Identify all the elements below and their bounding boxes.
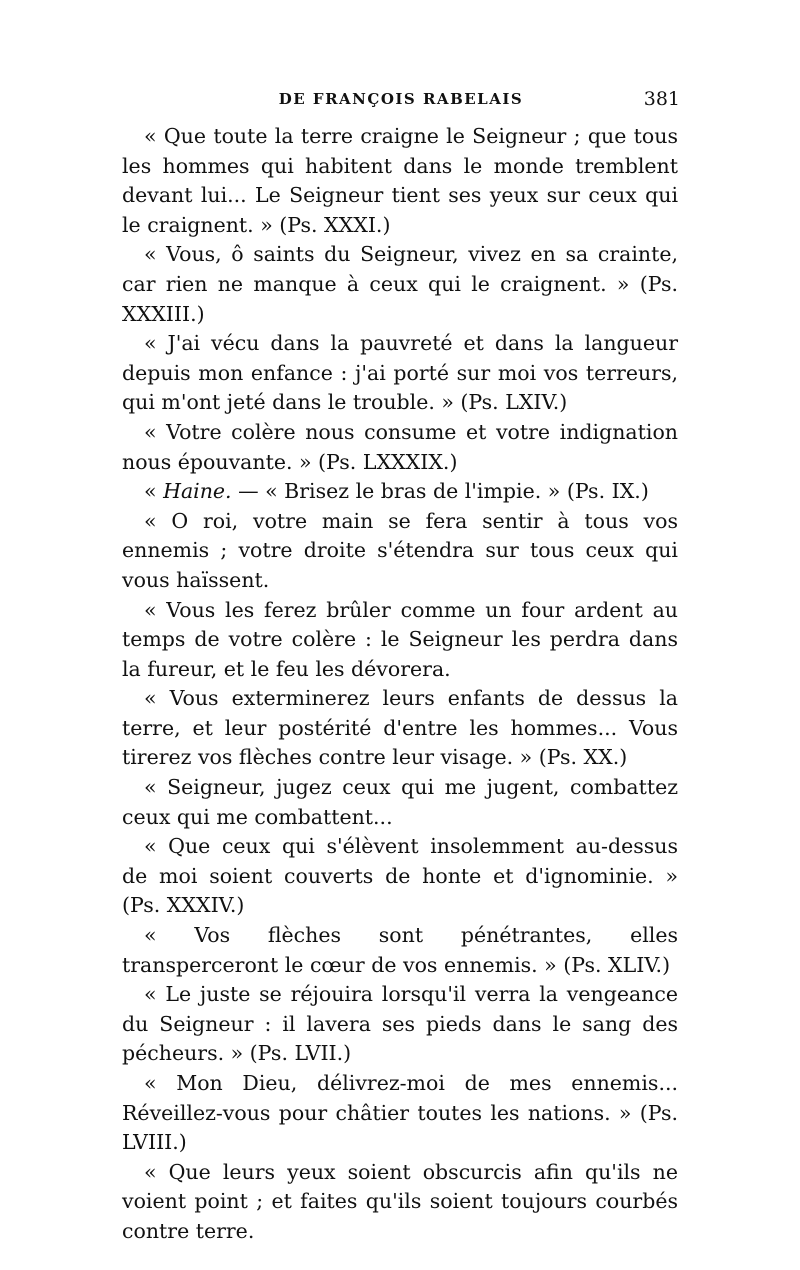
paragraph-ps-xx: « Vous exterminerez leurs enfants de dessus la terre, et leur postérité d'entre les hommes... Vous tirerez vos flèches contre leur visage. » (Ps. XX.) <box>122 686 678 770</box>
paragraph-yeux-obscurcis: « Que leurs yeux soient obscurcis afin qu'ils ne voient point ; et faites qu'ils soient toujours courbés contre terre. <box>122 1159 678 1243</box>
running-head <box>122 90 680 116</box>
haine-lead: « <box>144 479 164 504</box>
paragraph-ps-xliv: « Vos flèches sont pénétrantes, elles transperceront le cœur de vos ennemis. » (Ps. XLIV.) <box>122 923 678 977</box>
haine-dash: — <box>231 479 266 504</box>
paragraph-ps-ix: « Brisez le bras de l'impie. » (Ps. IX.) <box>265 479 649 504</box>
paragraph-jugez: « Seigneur, jugez ceux qui me jugent, combattez ceux qui me combattent... <box>122 775 678 829</box>
running-title: DE FRANÇOIS RABELAIS <box>278 90 524 108</box>
paragraph-four-ardent: « Vous les ferez brûler comme un four ardent au temps de votre colère : le Seigneur les perdra dans la fureur, et le feu les dévorera. <box>122 597 678 681</box>
paragraph-ps-lvii: « Le juste se réjouira lorsqu'il verra la vengeance du Seigneur : il lavera ses pieds dans le sang des pécheurs. » (Ps. LVII.) <box>122 982 678 1066</box>
page-number: 381 <box>643 88 680 110</box>
paragraph-ps-xxxiv: « Que ceux qui s'élèvent insolemment au-dessus de moi soient couverts de honte et d'ignominie. » (Ps. XXXIV.) <box>122 834 678 918</box>
paragraph-ps-xxxi: « Que toute la terre craigne le Seigneur ; que tous les hommes qui habitent dans le monde tremblent devant lui... Le Seigneur tient ses yeux sur ceux qui le craignent. » (Ps. XXXI.) <box>122 124 678 237</box>
paragraph-ps-xxxiii: « Vous, ô saints du Seigneur, vivez en sa crainte, car rien ne manque à ceux qui le craignent. » (Ps. XXXIII.) <box>122 242 678 326</box>
paragraph-ps-lxiv: « J'ai vécu dans la pauvreté et dans la langueur depuis mon enfance : j'ai porté sur moi vos terreurs, qui m'ont jeté dans le trouble. » (Ps. LXIV.) <box>122 331 678 415</box>
haine-heading: Haine. <box>163 479 232 504</box>
body-text <box>122 122 678 1247</box>
paragraph-haine <box>122 477 678 507</box>
paragraph-ps-lviii: « Mon Dieu, délivrez-moi de mes ennemis... Réveillez-vous pour châtier toutes les nations. » (Ps. LVIII.) <box>122 1071 678 1155</box>
paragraph-o-roi: « O roi, votre main se fera sentir à tous vos ennemis ; votre droite s'étendra sur tous ceux qui vous haïssent. <box>122 508 678 592</box>
paragraph-ps-lxxxix: « Votre colère nous consume et votre indignation nous épouvante. » (Ps. LXXXIX.) <box>122 419 678 474</box>
